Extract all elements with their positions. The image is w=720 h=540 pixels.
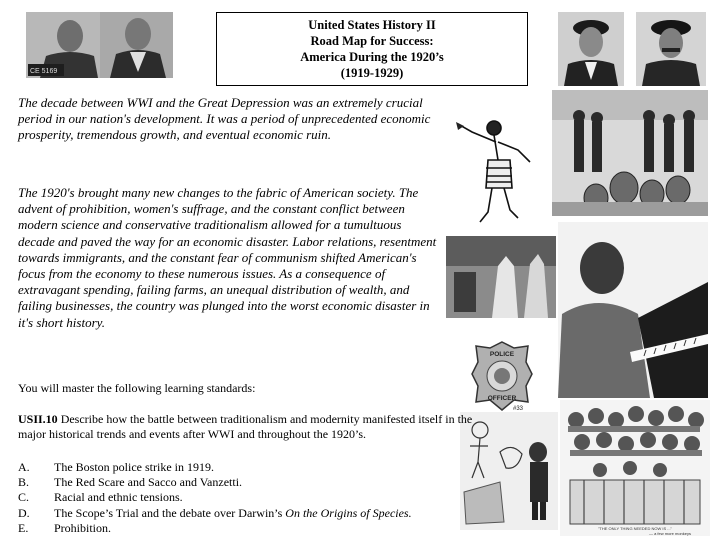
title-line-1: United States History II [308,18,436,32]
list-item [18,460,412,475]
cartoon-caption-line-2: — a few more monkeys [648,531,692,536]
list-letter: C. [18,490,30,505]
list-letter: E. [18,520,29,535]
list-item [18,506,412,521]
list-item [18,490,412,505]
topic-list [18,460,412,536]
list-letter: A. [18,460,30,474]
list-text: The Boston police strike in 1919. [54,460,214,474]
vanzetti-portrait [636,12,706,86]
mugshot-photo [26,12,173,78]
standard-description: Describe how the battle between traditionalism and modernity manifested itself in the major historical trends and events after WWI and throughout the 1920’s. [18,412,473,441]
changes-paragraph: The 1920's brought many new changes to the fabric of American society. The advent of prohibition, women's suffrage, and the constant conflict between modern science and conservative traditionalism allowed for a tumultuous decade and paved the way for an economic disaster. Labor relations, resentment towards immigrants, and the constant fear of communism shifted American's focus from the economy to these numerous issues. As a consequence of extravagant spending, failing farms, an unequal distribution of wealth, and failing businesses, the country was plunged into the worst economic disaster in it's short history. [18,185,437,330]
monkey-trial-cartoon [560,400,710,536]
standard-code: USII.10 [18,412,58,426]
cartoon-caption-line-1: "THE ONLY THING NEEDED NOW IS ..." [598,526,672,531]
standard-usii10 [18,412,478,442]
title-box [216,12,528,86]
title-line-3: America During the 1920’s [300,50,444,64]
police-badge-image [470,340,534,412]
list-letter: B. [18,475,30,490]
learning-standards-intro: You will master the following learning standards: [18,381,256,395]
badge-top-text: POLICE [489,351,515,358]
street-scene-photo [446,236,556,318]
title-line-4: (1919-1929) [340,66,404,80]
list-item [18,521,412,536]
list-text: The Red Scare and Sacco and Vanzetti. [54,475,243,490]
piano-player-photo [558,222,708,398]
list-text: The Scope’s Trial and the debate over Darwin’s [54,505,286,520]
flapper-dancer-drawing [452,112,547,232]
list-item [18,475,412,490]
prohibition-raid-photo [552,90,708,216]
badge-number-text: #33 [512,406,524,412]
list-text: Racial and ethnic tensions. [54,490,183,505]
title-line-2: Road Map for Success: [310,34,434,48]
list-letter: D. [18,505,30,520]
list-text: Prohibition. [54,520,112,535]
sacco-portrait [558,12,624,86]
mugshot-plate-text: CE 5169 [30,68,58,75]
book-title: On the Origins of Species. [285,505,412,520]
badge-bottom-text: OFFICER [487,395,517,402]
intro-paragraph: The decade between WWI and the Great Depression was an extremely crucial period in our nation's development. It was a period of unprecedented economic prosperity, tremendous growth, and eventual economic ruin. [18,95,431,143]
